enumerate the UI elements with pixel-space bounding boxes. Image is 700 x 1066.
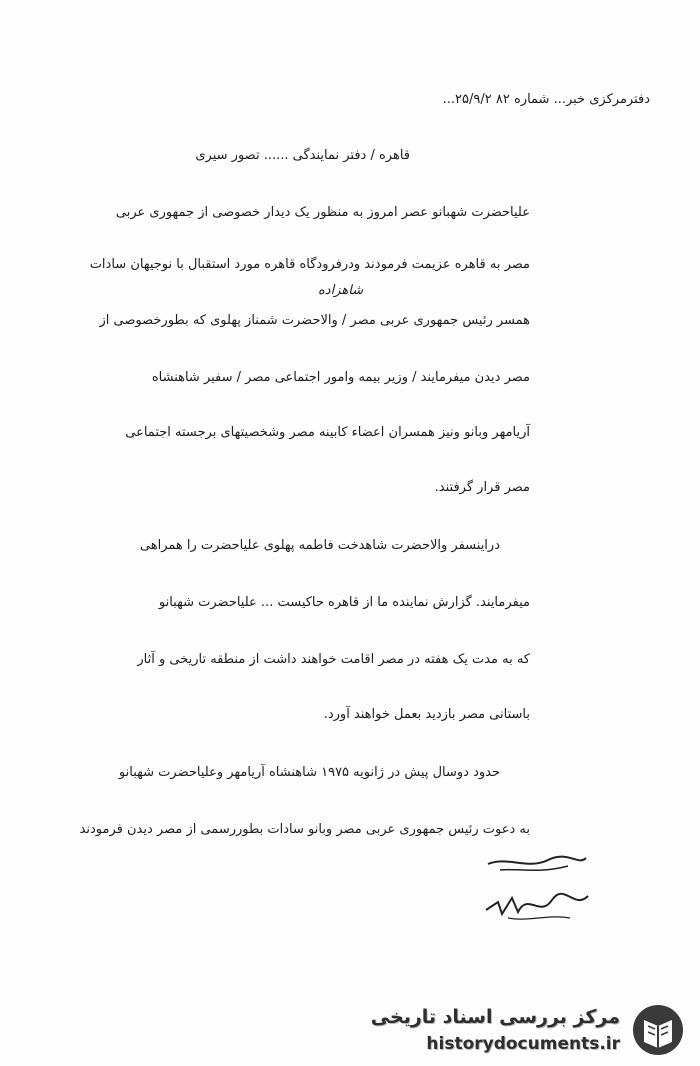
body-line-11: حدود دوسال پیش در ژانویه ۱۹۷۵ شاهنشاه آریامهر وعلیاحضرت شهبانو [118, 765, 500, 780]
handwritten-note: شاهزاده [318, 283, 364, 298]
signature-scribble-icon [478, 852, 598, 932]
body-line-9: که به مدت یک هفته در مصر اقامت خواهند داشت از منطقه تاریخی و آثار [137, 652, 530, 667]
body-line-5: آریامهر وبانو ونیز همسران اعضاء کابینه مصر وشخصیتهای برجسته اجتماعی [125, 425, 530, 440]
watermark-org-name: مرکز بررسی اسناد تاریخی [370, 1006, 620, 1028]
body-line-8: میفرمایند. گزارش نماینده ما از قاهره حاکیست ... علیاحضرت شهبانو [158, 595, 530, 610]
book-quill-logo-icon [630, 1002, 686, 1058]
body-line-6: مصر قرار گرفتند. [434, 480, 530, 495]
body-line-7: دراینسفر والاحضرت شاهدخت فاطمه پهلوی علیاحضرت را همراهی [139, 538, 500, 553]
body-line-10: باستانی مصر بازدید بعمل خواهند آورد. [323, 707, 530, 722]
watermark-website: historydocuments.ir [426, 1034, 620, 1054]
body-line-2: مصر به قاهره عزیمت فرمودند ودرفرودگاه قاهره مورد استقبال با نوجیهان سادات [89, 257, 530, 272]
body-line-4: مصر دیدن میفرمایند / وزیر بیمه وامور اجتماعی مصر / سفیر شاهنشاه [151, 370, 530, 385]
reference-line: دفترمرکزی خبر... شماره ۸۲ ۲۵/۹/۲... [442, 92, 650, 107]
body-line-12: به دعوت رئیس جمهوری عربی مصر وبانو سادات بطوررسمی از مصر دیدن فرمودند [79, 822, 530, 837]
addressee-line: قاهره / دفتر نمایندگی ...... تصور سیری [195, 148, 410, 163]
body-line-1: علیاحضرت شهبانو عصر امروز به منظور یک دیدار خصوصی از جمهوری عربی [115, 205, 530, 220]
archive-watermark [370, 1000, 690, 1060]
body-line-3: همسر رئیس جمهوری عربی مصر / والاحضرت شمناز پهلوی که بطورخصوصی از [99, 313, 530, 328]
handwritten-signature [478, 852, 598, 932]
